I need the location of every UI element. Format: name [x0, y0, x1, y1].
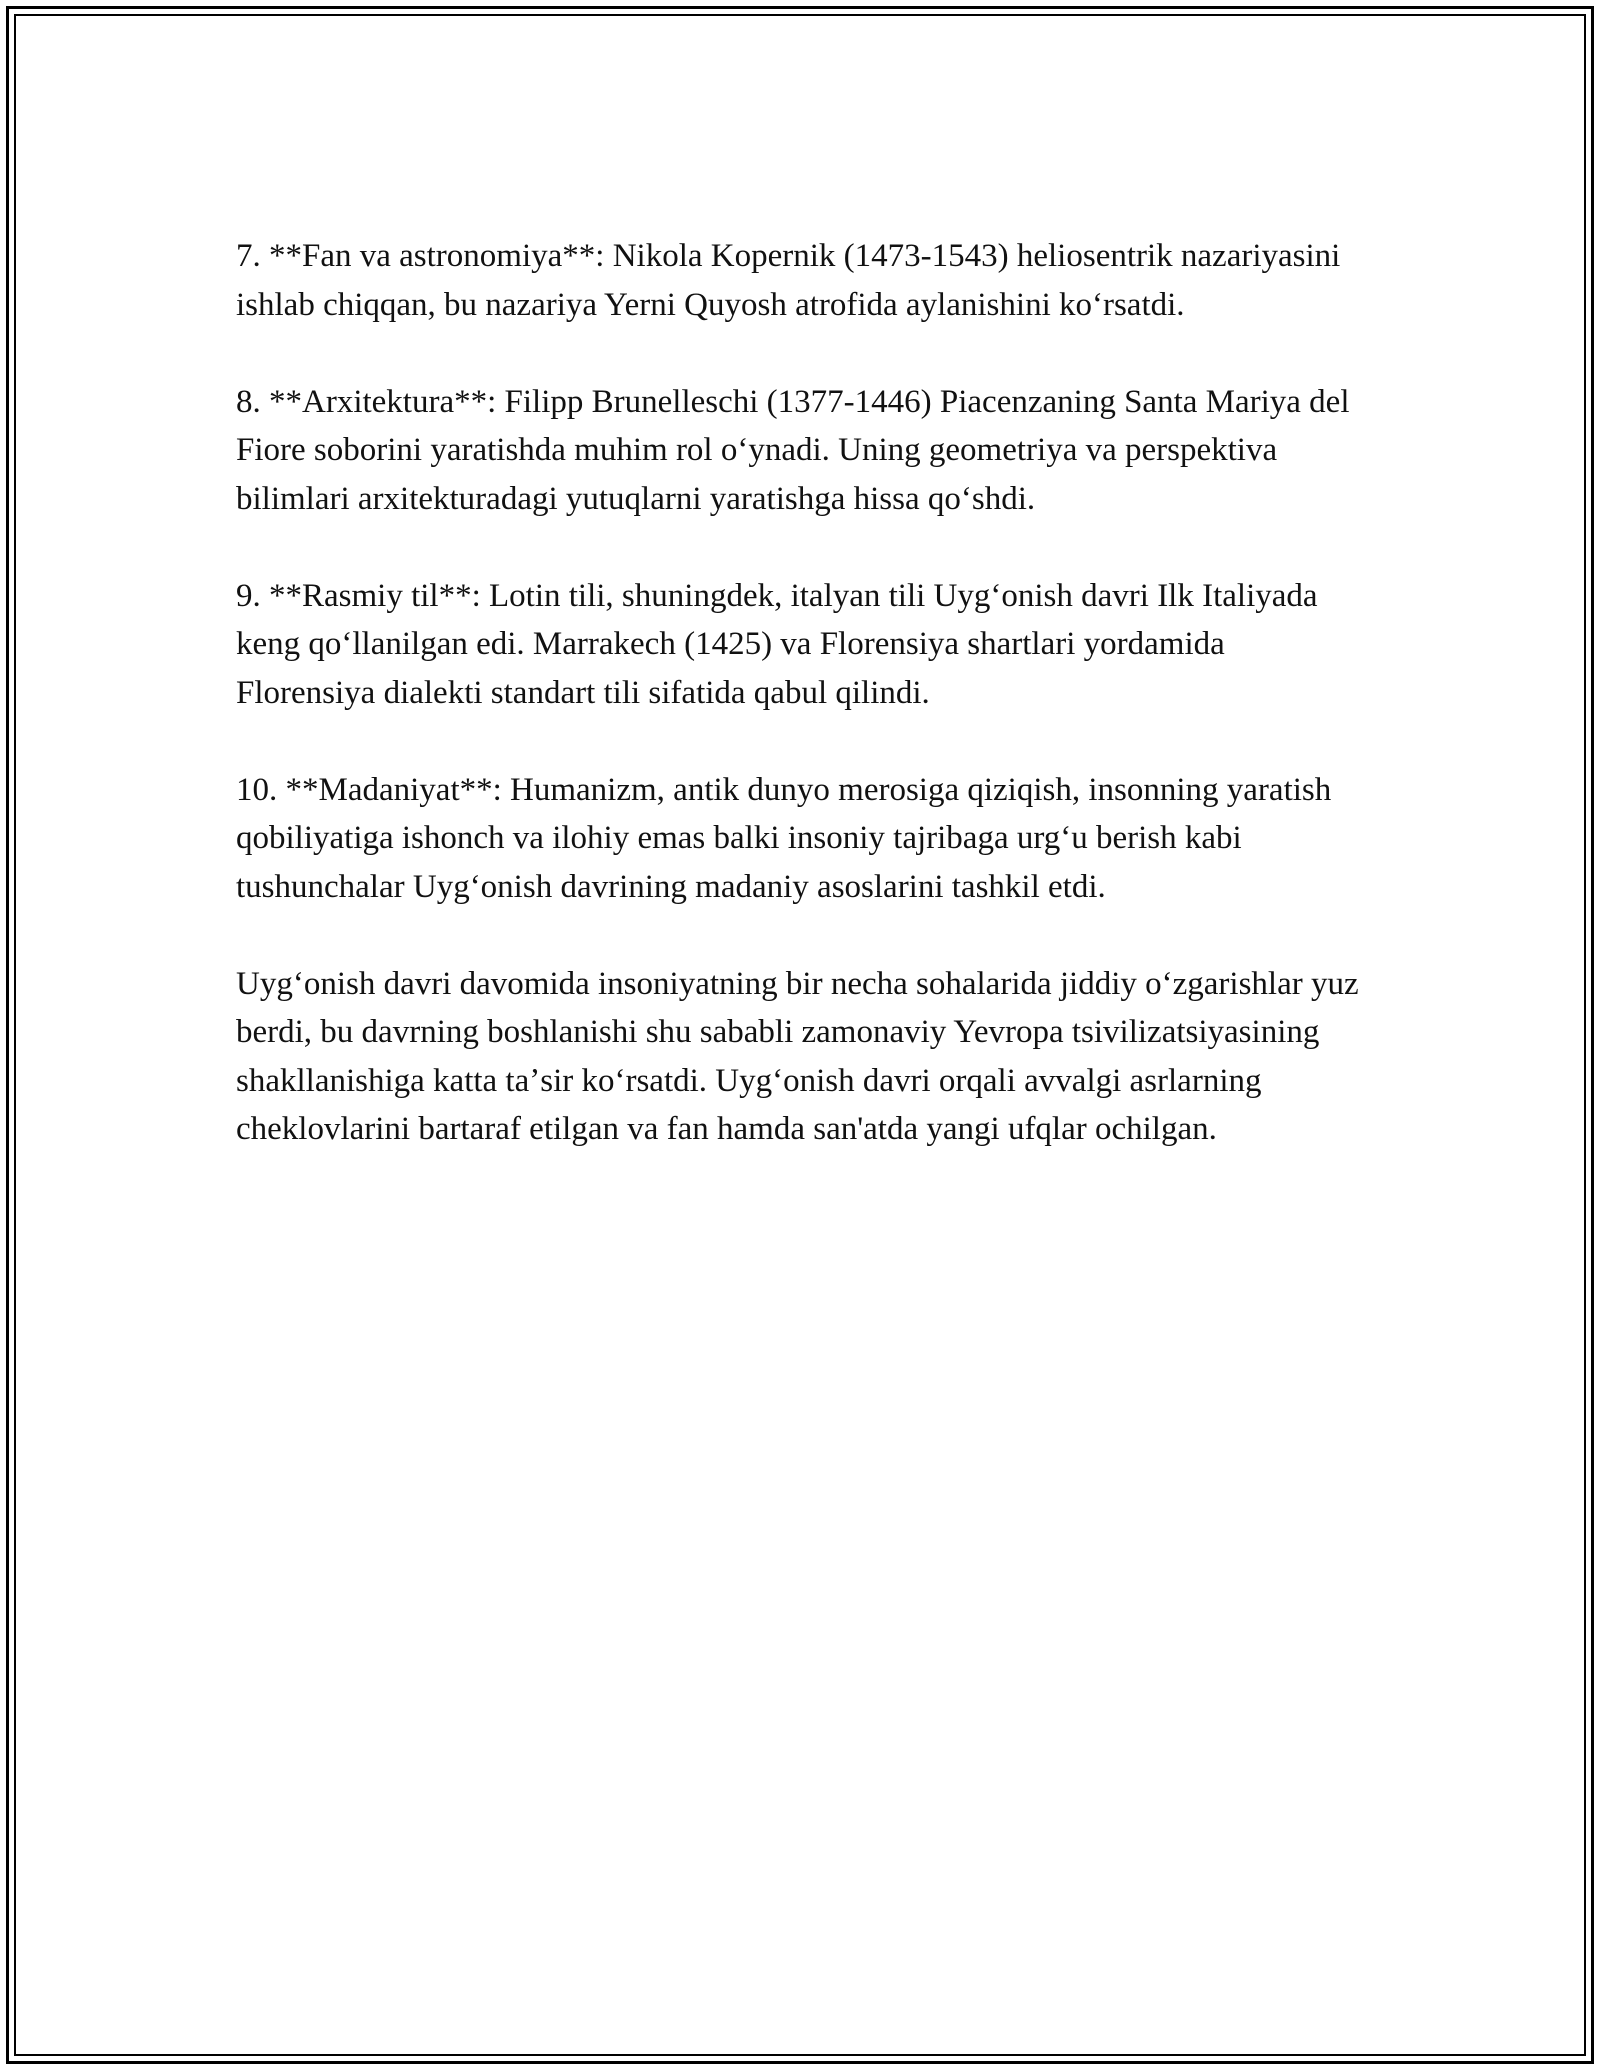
- document-body: [236, 232, 1366, 1202]
- paragraph-official-language: 9. **Rasmiy til**: Lotin tili, shuningdek, italyan tili Uygʻonish davri Ilk Italiyada keng qoʻllanilgan edi. Marrakech (1425) va Florensiya shartlari yordamida Florensiya dialekti standart tili sifatida qabul qilindi.: [236, 577, 1318, 711]
- paragraph-science-astronomy: 7. **Fan va astronomiya**: Nikola Kopernik (1473-1543) heliosentrik nazariyasini ishlab chiqqan, bu nazariya Yerni Quyosh atrofida aylanishini koʻrsatdi.: [236, 238, 1341, 323]
- paragraph-architecture: 8. **Arxitektura**: Filipp Brunelleschi (1377-1446) Piacenzaning Santa Mariya del Fiore soborini yaratishda muhim rol oʻynadi. Uning geometriya va perspektiva bilimlari arxitekturadagi yutuqlarni yaratishga hissa qoʻshdi.: [236, 383, 1350, 517]
- paragraph-culture: 10. **Madaniyat**: Humanizm, antik dunyo merosiga qiziqish, insonning yaratish qobiliyatiga ishonch va ilohiy emas balki insoniy tajribaga urgʻu berish kabi tushunchalar Uygʻonish davrining madaniy asoslarini tashkil etdi.: [236, 771, 1332, 905]
- paragraph-conclusion: Uygʻonish davri davomida insoniyatning bir necha sohalarida jiddiy oʻzgarishlar yuz berdi, bu davrning boshlanishi shu sababli zamonaviy Yevropa tsivilizatsiyasining shakllanishiga katta taʼsir koʻrsatdi. Uygʻonish davri orqali avvalgi asrlarning cheklovlarini bartaraf etilgan va fan hamda san'atda yangi ufqlar ochilgan.: [236, 965, 1359, 1147]
